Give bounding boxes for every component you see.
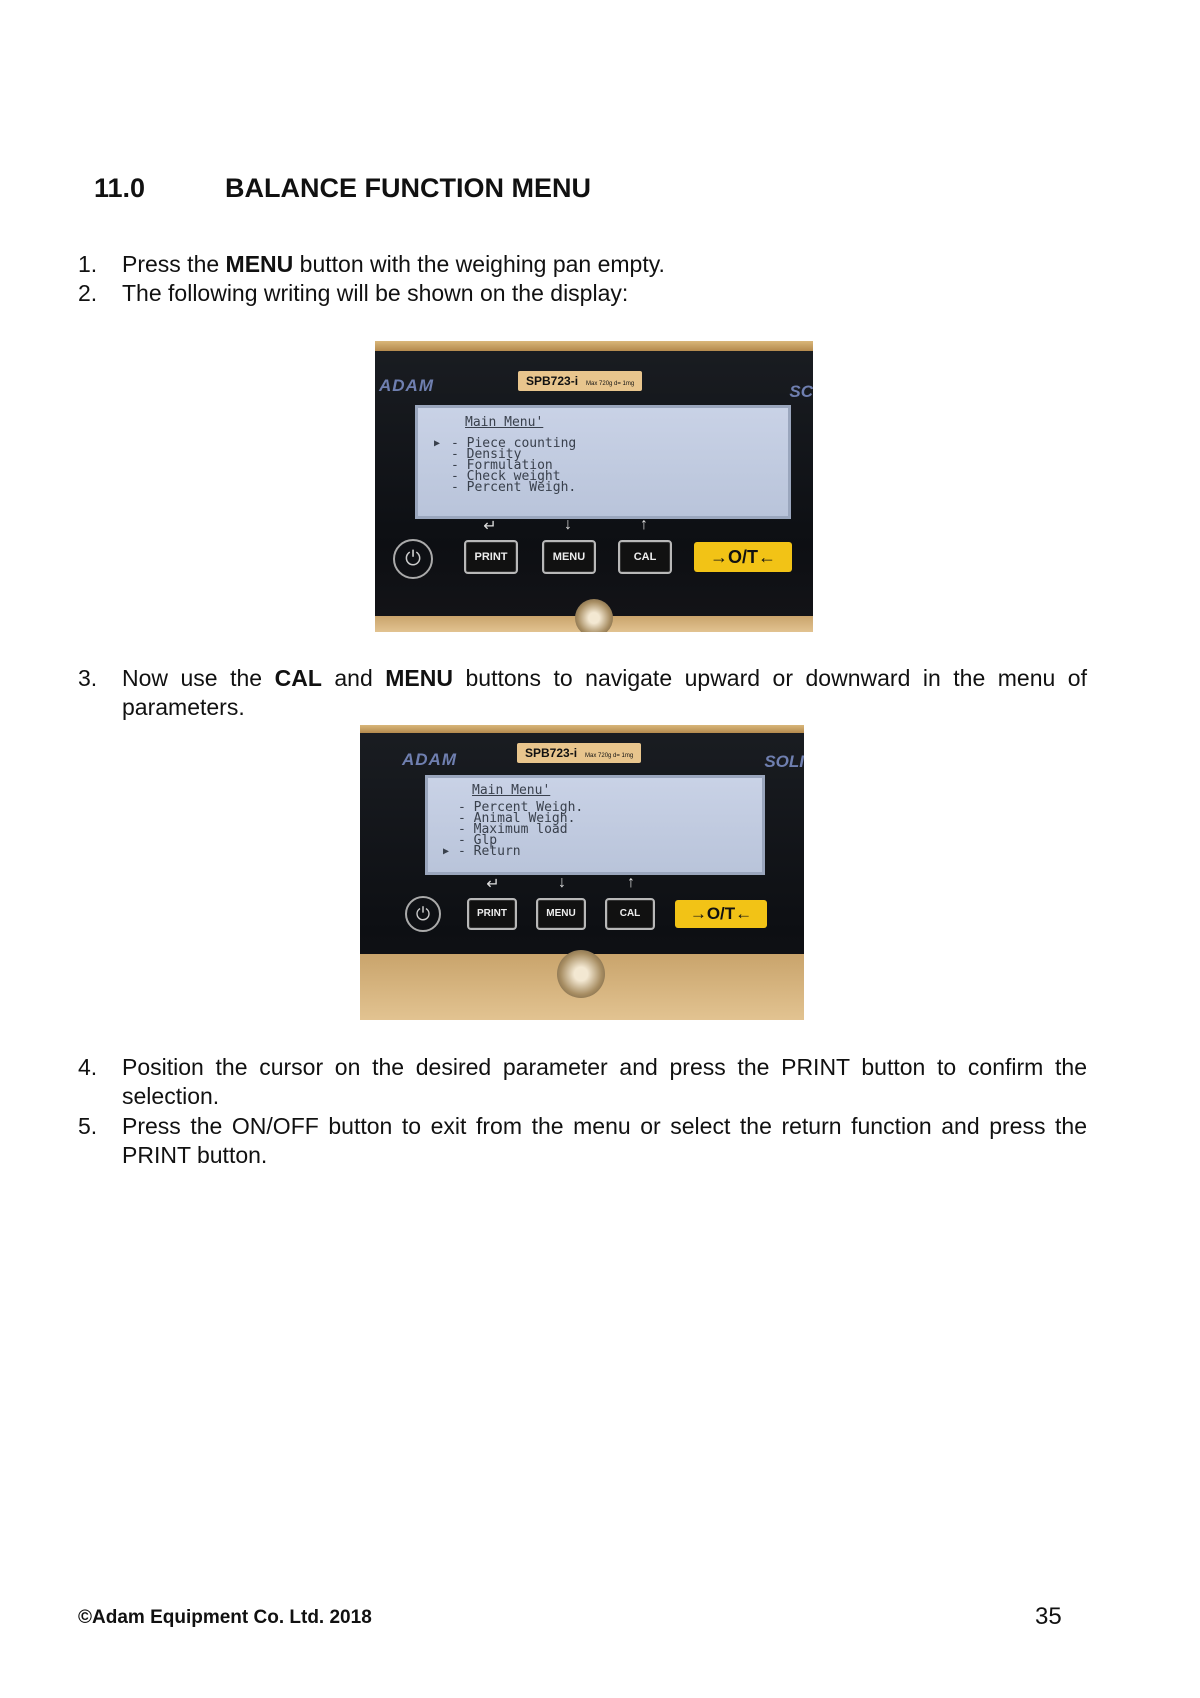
level-bubble — [557, 950, 605, 998]
menu-item: - Glp — [458, 833, 498, 848]
section-heading: BALANCE FUNCTION MENU — [225, 173, 591, 203]
menu-item: - Density — [451, 447, 522, 462]
enter-arrow-icon: ↵ — [486, 876, 500, 893]
power-icon[interactable]: ⏻ — [405, 896, 441, 932]
section-number: 11.0 — [94, 173, 146, 203]
step-1: 1. Press the MENU button with the weighing pan empty. — [78, 251, 665, 277]
menu-list — [458, 802, 583, 857]
menu-item: - Check weight — [451, 469, 561, 484]
menu-item: - Percent Weigh. — [458, 800, 584, 815]
down-arrow-icon: ↓ — [558, 874, 566, 891]
menu-title: Main Menu' — [472, 783, 551, 798]
tare-button[interactable]: →O/T← — [694, 542, 792, 572]
cursor-arrow-icon: ▶ — [443, 846, 450, 857]
cursor-arrow-icon: ▶ — [434, 438, 441, 449]
section-title — [94, 173, 591, 204]
menu-item: - Maximum load — [458, 822, 568, 837]
brand-logo: ADAM — [379, 376, 434, 395]
menu-item: - Animal Weigh. — [458, 811, 576, 826]
menu-item: - Formulation — [451, 458, 553, 473]
model-label: SPB723-i Max 720g d= 1mg — [518, 371, 642, 391]
steps-list-middle — [0, 664, 1200, 722]
step-5: 5. Press the ON/OFF button to exit from the menu or select the return function and press the PRINT button. — [78, 1113, 1087, 1168]
step-4: 4. Position the cursor on the desired parameter and press the PRINT button to confirm the selection. — [78, 1054, 1087, 1109]
page-number: 35 — [1035, 1603, 1062, 1630]
steps-list-bottom — [0, 1053, 1200, 1170]
brand-logo: ADAM — [402, 750, 457, 769]
menu-list — [451, 438, 576, 493]
menu-button[interactable]: MENU — [542, 540, 596, 574]
up-arrow-icon: ↑ — [640, 516, 648, 533]
menu-title: Main Menu' — [465, 415, 544, 430]
balance-display-photo-1: ADAM SC SPB723-i Max 720g d= 1mg Main Menu' ▶ - Piece counting - Density - Formulation - Check weight - Percent Weigh. ↵ ↓ ↑ ⏻ PRINT MENU CAL →O/T← — [375, 341, 813, 632]
cal-button[interactable]: CAL — [605, 898, 655, 930]
print-button[interactable]: PRINT — [467, 898, 517, 930]
model-label: SPB723-i Max 720g d= 1mg — [517, 743, 641, 763]
lcd-screen — [425, 775, 765, 875]
tare-button[interactable]: →O/T← — [675, 900, 767, 928]
footer-copyright: ©Adam Equipment Co. Ltd. 2018 — [78, 1607, 372, 1628]
enter-arrow-icon: ↵ — [483, 518, 497, 535]
lcd-screen — [415, 405, 791, 519]
up-arrow-icon: ↑ — [627, 874, 635, 891]
down-arrow-icon: ↓ — [564, 516, 572, 533]
menu-button[interactable]: MENU — [536, 898, 586, 930]
menu-item: - Percent Weigh. — [451, 480, 577, 495]
balance-display-photo-2: ADAM SOLI SPB723-i Max 720g d= 1mg Main Menu' ▶ - Percent Weigh. - Animal Weigh. - Maximum load - Glp - Return ↵ ↓ ↑ ⏻ PRINT MENU CAL →O/T← — [360, 725, 804, 1020]
step-3: 3. Now use the CAL and MENU buttons to navigate upward or downward in the menu of parameters. — [78, 665, 1087, 720]
power-icon[interactable]: ⏻ — [393, 539, 433, 579]
level-bubble — [575, 599, 613, 632]
steps-list-top — [0, 250, 1200, 308]
menu-item: - Return — [458, 844, 521, 859]
cal-button[interactable]: CAL — [618, 540, 672, 574]
menu-item: - Piece counting — [451, 436, 577, 451]
step-2: 2. The following writing will be shown on the display: — [78, 280, 629, 306]
print-button[interactable]: PRINT — [464, 540, 518, 574]
